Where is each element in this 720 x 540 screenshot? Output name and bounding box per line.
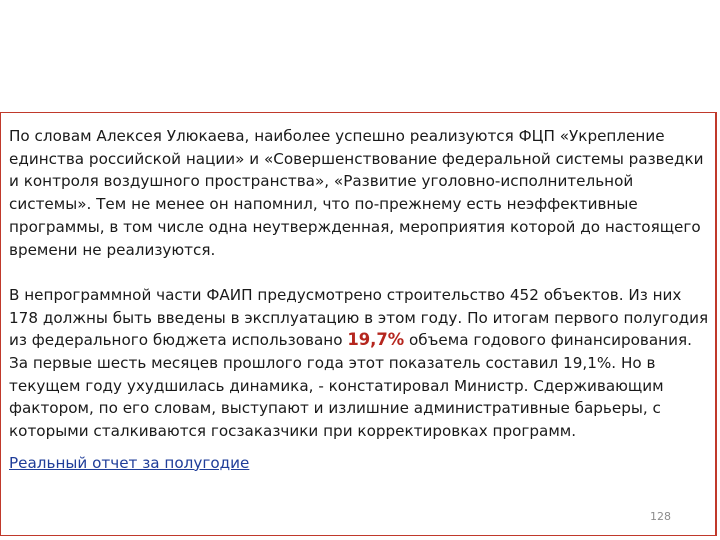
slide-text	[9, 125, 709, 475]
highlight-percentage: 19,7%	[347, 330, 405, 350]
paragraph-faip-start: В непрограммной части ФАИП предусмотрено строительство 452 объектов. Из них 178 должны быть введены в эксплуатацию в этом году. По итогам первого полугодия из федерального бюджета использовано	[9, 285, 709, 350]
content-box	[0, 112, 717, 536]
paragraph-gap	[9, 261, 709, 284]
paragraph-faip	[9, 284, 709, 443]
page-number: 128	[650, 510, 671, 523]
paragraph-ministers-quote: По словам Алексея Улюкаева, наиболее успешно реализуются ФЦП «Укрепление единства российской нации» и «Совершенствование федеральной системы разведки и контроля воздушного пространства», «Развитие уголовно-исполнительной системы». Тем не менее он напомнил, что по-прежнему есть неэффективные программы, в том числе одна неутвержденная, мероприятия которой до настоящего времени не реализуются.	[9, 127, 704, 259]
report-link[interactable]: Реальный отчет за полугодие	[9, 453, 250, 472]
paragraph-faip-end: объема годового финансирования. За первые шесть месяцев прошлого года этот показатель составил 19,1%. Но в текущем году ухудшилась динамика, - констатировал Министр. Сдерживающим фактором, по его словам, выступают и излишние административные барьеры, с которыми сталкиваются госзаказчики при корректировках программ.	[9, 331, 692, 441]
